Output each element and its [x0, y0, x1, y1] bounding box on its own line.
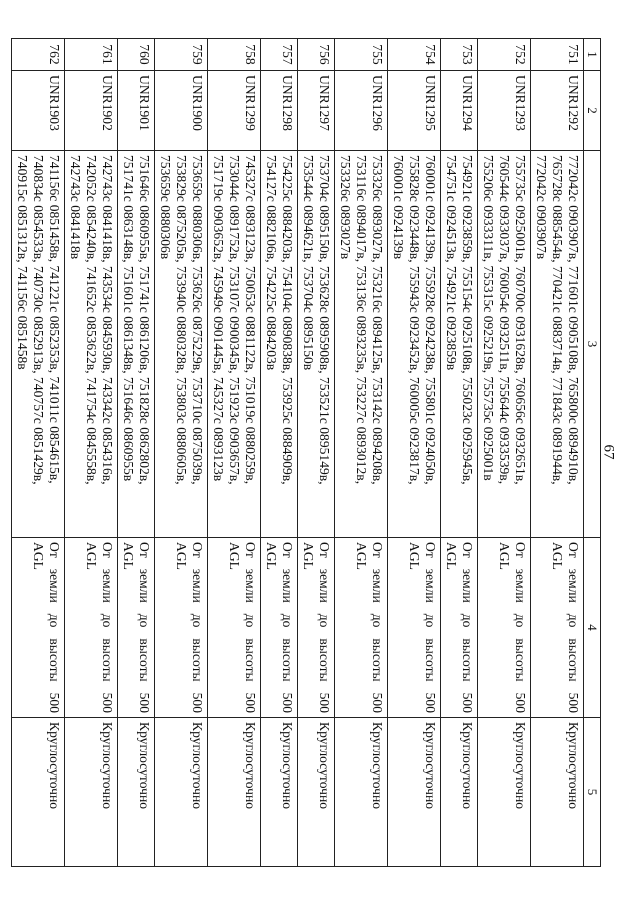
schedule-cell: Круглосуточно [298, 718, 335, 867]
column-header: 3 [584, 151, 601, 538]
table-row [531, 39, 584, 867]
altitude-limit-cell: От земли до высоты 500 AGL [335, 538, 388, 718]
schedule-cell: Круглосуточно [12, 718, 65, 867]
table-header-row [584, 39, 601, 867]
table-row [388, 39, 441, 867]
schedule-cell: Круглосуточно [531, 718, 584, 867]
row-number-cell: 756 [298, 39, 335, 71]
column-header: 1 [584, 39, 601, 71]
table-row [12, 39, 65, 867]
zone-id-cell: UNR1294 [441, 71, 478, 151]
schedule-cell: Круглосуточно [155, 718, 208, 867]
zone-id-cell: UNR1299 [208, 71, 261, 151]
column-header: 5 [584, 718, 601, 867]
coordinates-cell: 772042с 0903907в, 771601с 0905108в, 765800с 0894910в, 765728с 0885454в, 770421с 0883714в, 771843с 0891944в, 772042с 0903907в [531, 151, 584, 538]
coordinates-cell: 745327с 0893123в, 750053с 0881122в, 751019с 0880259в, 753044с 0891752в, 753107с 0900345в, 751923с 0903657в, 751719с 0903652в, 745949с 0901445в, 745327с 0893123в [208, 151, 261, 538]
coordinates-cell: 754225с 0884203в, 754104с 0890838в, 753925с 0884909в, 754127с 0882106в, 754225с 0884203в [261, 151, 298, 538]
altitude-limit-cell: От земли до высоты 500 AGL [261, 538, 298, 718]
zone-id-cell: UNR1293 [478, 71, 531, 151]
schedule-cell: Круглосуточно [335, 718, 388, 867]
schedule-cell: Круглосуточно [118, 718, 155, 867]
zone-id-cell: UNR1292 [531, 71, 584, 151]
table-row [335, 39, 388, 867]
altitude-limit-cell: От земли до высоты 500 AGL [388, 538, 441, 718]
zone-id-cell: UNR1901 [118, 71, 155, 151]
schedule-cell: Круглосуточно [478, 718, 531, 867]
zone-id-cell: UNR1298 [261, 71, 298, 151]
row-number-cell: 758 [208, 39, 261, 71]
rotated-table-frame [15, 38, 601, 866]
table-row [261, 39, 298, 867]
altitude-limit-cell: От земли до высоты 500 AGL [155, 538, 208, 718]
row-number-cell: 761 [65, 39, 118, 71]
page-number: 67 [600, 444, 617, 460]
schedule-cell: Круглосуточно [388, 718, 441, 867]
row-number-cell: 759 [155, 39, 208, 71]
altitude-limit-cell: От земли до высоты 500 AGL [118, 538, 155, 718]
table-row [441, 39, 478, 867]
coordinates-cell: 751646с 0860955в, 751741с 0861206в, 751828с 0862802в, 751741с 0863148в, 751601с 0861348в, 751646с 0860955в [118, 151, 155, 538]
schedule-cell: Круглосуточно [261, 718, 298, 867]
altitude-limit-cell: От земли до высоты 500 AGL [65, 538, 118, 718]
coordinates-cell: 753704с 0895150в, 753628с 0895908в, 753521с 0895149в, 753544с 0894621в, 753704с 0895150в [298, 151, 335, 538]
column-header: 2 [584, 71, 601, 151]
zone-id-cell: UNR1295 [388, 71, 441, 151]
coordinates-cell: 754921с 0923859в, 755154с 0925108в, 755023с 0925945в, 754751с 0924513в, 754921с 0923859в [441, 151, 478, 538]
row-number-cell: 754 [388, 39, 441, 71]
table-row [208, 39, 261, 867]
coordinates-cell: 755735с 0925001в, 760700с 0931628в, 760656с 0932651в, 760544с 0933037в, 760054с 0932511в, 755644с 0933539в, 755206с 0933311в, 755315с 0925219в, 755735с 0925001в [478, 151, 531, 538]
table-row [298, 39, 335, 867]
row-number-cell: 760 [118, 39, 155, 71]
coordinates-cell: 760001с 0924139в, 755928с 0924238в, 755801с 0924050в, 755828с 0923448в, 755943с 0923452в, 760005с 0923817в, 760001с 0924139в [388, 151, 441, 538]
row-number-cell: 752 [478, 39, 531, 71]
zone-id-cell: UNR1903 [12, 71, 65, 151]
zone-id-cell: UNR1296 [335, 71, 388, 151]
table-body [12, 39, 584, 867]
table-row [118, 39, 155, 867]
coordinates-cell: 753659с 0880306в, 753626с 0875229в, 753710с 0875039в, 753829с 0875205в, 753940с 0880328в, 753803с 0880605в, 753659с 0880306в [155, 151, 208, 538]
row-number-cell: 751 [531, 39, 584, 71]
row-number-cell: 757 [261, 39, 298, 71]
schedule-cell: Круглосуточно [208, 718, 261, 867]
altitude-limit-cell: От земли до высоты 500 AGL [478, 538, 531, 718]
zone-id-cell: UNR1297 [298, 71, 335, 151]
altitude-limit-cell: От земли до высоты 500 AGL [208, 538, 261, 718]
table-row [65, 39, 118, 867]
coordinates-cell: 742743с 0841418в, 743534с 0845930в, 743342с 0854316в, 742052с 0854240в, 741652с 0853622в, 741754с 0845558в, 742743с 0841418в [65, 151, 118, 538]
schedule-cell: Круглосуточно [441, 718, 478, 867]
altitude-limit-cell: От земли до высоты 500 AGL [298, 538, 335, 718]
altitude-limit-cell: От земли до высоты 500 AGL [531, 538, 584, 718]
table-row [155, 39, 208, 867]
row-number-cell: 762 [12, 39, 65, 71]
row-number-cell: 755 [335, 39, 388, 71]
coordinates-cell: 753326с 0893027в, 753216с 0894125в, 753142с 0894208в, 753116с 0894017в, 753136с 0893235в, 753227с 0893012в, 753326с 0893027в [335, 151, 388, 538]
table-container [15, 38, 601, 866]
column-header: 4 [584, 538, 601, 718]
altitude-limit-cell: От земли до высоты 500 AGL [12, 538, 65, 718]
row-number-cell: 753 [441, 39, 478, 71]
schedule-cell: Круглосуточно [65, 718, 118, 867]
table-row [478, 39, 531, 867]
altitude-limit-cell: От земли до высоты 500 AGL [441, 538, 478, 718]
data-table [11, 38, 601, 867]
zone-id-cell: UNR1902 [65, 71, 118, 151]
zone-id-cell: UNR1900 [155, 71, 208, 151]
coordinates-cell: 741156с 0851458в, 741221с 0852353в, 741011с 0854615в, 740834с 0854533в, 740730с 0852913в, 740757с 0851429в, 740915с 0851312в, 741156с 0851458в [12, 151, 65, 538]
